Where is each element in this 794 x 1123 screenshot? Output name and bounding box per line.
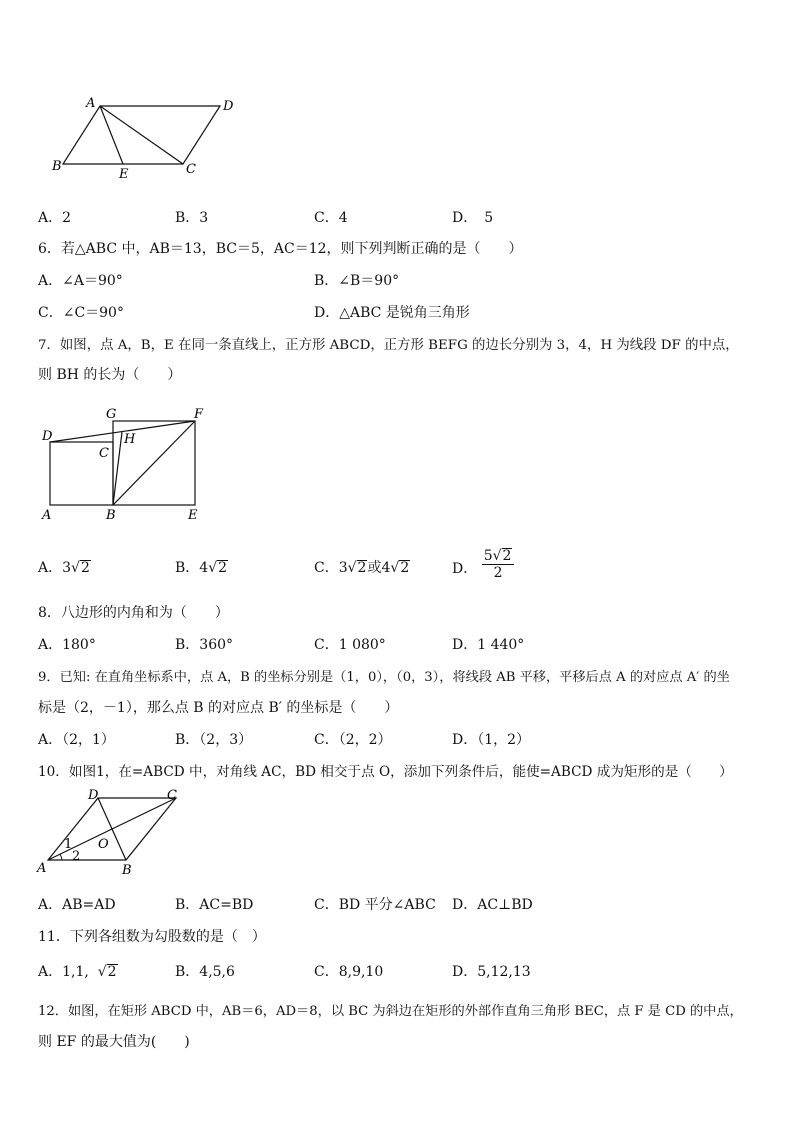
- q10-option-c[interactable]: C．BD 平分∠ABC: [314, 897, 436, 913]
- label-o: O: [98, 837, 109, 852]
- label-g: G: [106, 407, 117, 422]
- q10-stem: 10．如图1，在=ABCD 中，对角线 AC，BD 相交于点 O，添加下列条件后，能使=ABCD 成为矩形的是（ ）: [38, 764, 733, 780]
- sqrt-symbol: √: [492, 548, 502, 564]
- q11-option-d[interactable]: D．5,12,13: [452, 964, 531, 980]
- q7-option-a-radicand: 2: [80, 560, 90, 576]
- numerator-radicand: 2: [502, 548, 512, 564]
- q11-stem: 11．下列各组数为勾股数的是（ ）: [38, 929, 266, 945]
- label-b: B: [106, 508, 116, 523]
- q11-option-b[interactable]: B．4,5,6: [175, 964, 235, 980]
- q7-option-d-prefix: D．: [452, 561, 478, 577]
- q9-option-a[interactable]: A．（2，1）: [38, 732, 115, 748]
- label-c: C: [186, 162, 196, 177]
- q9-option-b[interactable]: B．（2，3）: [175, 732, 253, 748]
- label-angle-2: 2: [72, 849, 81, 864]
- q5-option-d[interactable]: D． 5: [452, 210, 494, 226]
- label-a: A: [86, 96, 96, 111]
- q10-option-a[interactable]: A．AB=AD: [38, 897, 116, 913]
- fraction-numerator: [482, 548, 515, 565]
- figure-parallelogram-abcd: [40, 92, 260, 182]
- fraction: [482, 548, 515, 581]
- q8-option-b[interactable]: B．360°: [175, 637, 234, 653]
- q9-option-c[interactable]: C．（2，2）: [314, 732, 392, 748]
- label-angle-1: 1: [64, 837, 73, 852]
- q7-option-c[interactable]: [314, 557, 410, 577]
- q7-option-b[interactable]: [175, 557, 228, 577]
- label-e: E: [188, 508, 198, 523]
- numerator-coef: 5: [483, 548, 493, 564]
- q12-stem-line2: 则 EF 的最大值为( ): [38, 1034, 190, 1050]
- q8-option-a[interactable]: A．180°: [38, 637, 96, 653]
- label-c: C: [99, 446, 109, 461]
- q9-stem-line1: 9．已知: 在直角坐标系中，点 A，B 的坐标分别是（1，0），（0，3），将线段 AB 平移，平移后点 A 的对应点 A′ 的坐: [38, 670, 730, 685]
- label-h: H: [124, 432, 136, 447]
- q11-option-a[interactable]: [38, 961, 118, 981]
- q7-stem-line2: 则 BH 的长为（ ）: [38, 367, 182, 383]
- sqrt-symbol: √: [390, 560, 400, 576]
- q7-option-a-prefix: A．3: [38, 560, 72, 576]
- label-a: A: [42, 508, 52, 523]
- q10-option-b[interactable]: B．AC=BD: [175, 897, 254, 913]
- q7-stem-line1: 7．如图，点 A，B，E 在同一条直线上，正方形 ABCD，正方形 BEFG 的边长分别为 3，4，H 为线段 DF 的中点，: [38, 338, 739, 353]
- q8-option-c[interactable]: C．1 080°: [314, 637, 386, 653]
- q8-stem: 8．八边形的内角和为（ ）: [38, 605, 229, 621]
- fraction-denominator: 2: [493, 565, 503, 581]
- q7-option-c-mid: 或4: [367, 560, 391, 576]
- q6-option-b[interactable]: B．∠B＝90°: [314, 273, 400, 289]
- label-d: D: [42, 429, 53, 444]
- label-d: D: [223, 99, 234, 114]
- q8-option-d[interactable]: D．1 440°: [452, 637, 525, 653]
- q6-option-c[interactable]: C．∠C＝90°: [38, 305, 124, 321]
- q7-option-c-radicand-1: 2: [357, 560, 367, 576]
- q12-stem-line1: 12．如图，在矩形 ABCD 中，AB＝6，AD＝8，以 BC 为斜边在矩形的外部作直角三角形 BEC，点 F 是 CD 的中点，: [38, 1004, 743, 1019]
- label-b: B: [52, 159, 62, 174]
- label-f: F: [194, 407, 204, 422]
- q7-option-d[interactable]: [452, 548, 514, 581]
- sqrt-symbol: √: [208, 560, 218, 576]
- q7-option-c-radicand-2: 2: [400, 560, 410, 576]
- q11-option-a-radicand: 2: [107, 964, 117, 980]
- label-a: A: [37, 861, 47, 876]
- sqrt-symbol: √: [347, 560, 357, 576]
- q7-option-b-radicand: 2: [218, 560, 228, 576]
- label-c: C: [167, 788, 177, 803]
- q5-option-c[interactable]: C．4: [314, 210, 348, 226]
- q6-option-a[interactable]: A．∠A＝90°: [38, 273, 123, 289]
- figure-two-squares: [36, 402, 216, 524]
- q5-option-a[interactable]: A．2: [38, 210, 72, 226]
- figure-parallelogram-diagonals: [34, 788, 194, 880]
- q9-stem-line2: 标是（2，－1），那么点 B 的对应点 B′ 的坐标是（ ）: [38, 700, 399, 716]
- q5-option-b[interactable]: B．3: [175, 210, 209, 226]
- q11-option-a-prefix: A．1,1,: [38, 964, 89, 980]
- q10-option-d[interactable]: D．AC⊥BD: [452, 897, 533, 913]
- q6-stem: 6．若△ABC 中，AB＝13，BC＝5，AC＝12，则下列判断正确的是（ ）: [38, 241, 523, 257]
- sqrt-symbol: √: [71, 560, 80, 576]
- q7-option-c-prefix: C．3: [314, 560, 348, 576]
- q7-option-a[interactable]: [38, 557, 91, 577]
- label-b: B: [122, 863, 132, 878]
- q9-option-d[interactable]: D．（1，2）: [452, 732, 531, 748]
- q11-option-c[interactable]: C．8,9,10: [314, 964, 384, 980]
- label-d: D: [88, 788, 99, 803]
- q6-option-d[interactable]: D．△ABC 是锐角三角形: [314, 305, 470, 321]
- label-e: E: [119, 167, 129, 182]
- sqrt-symbol: √: [97, 964, 107, 980]
- q7-option-b-prefix: B．4: [175, 560, 209, 576]
